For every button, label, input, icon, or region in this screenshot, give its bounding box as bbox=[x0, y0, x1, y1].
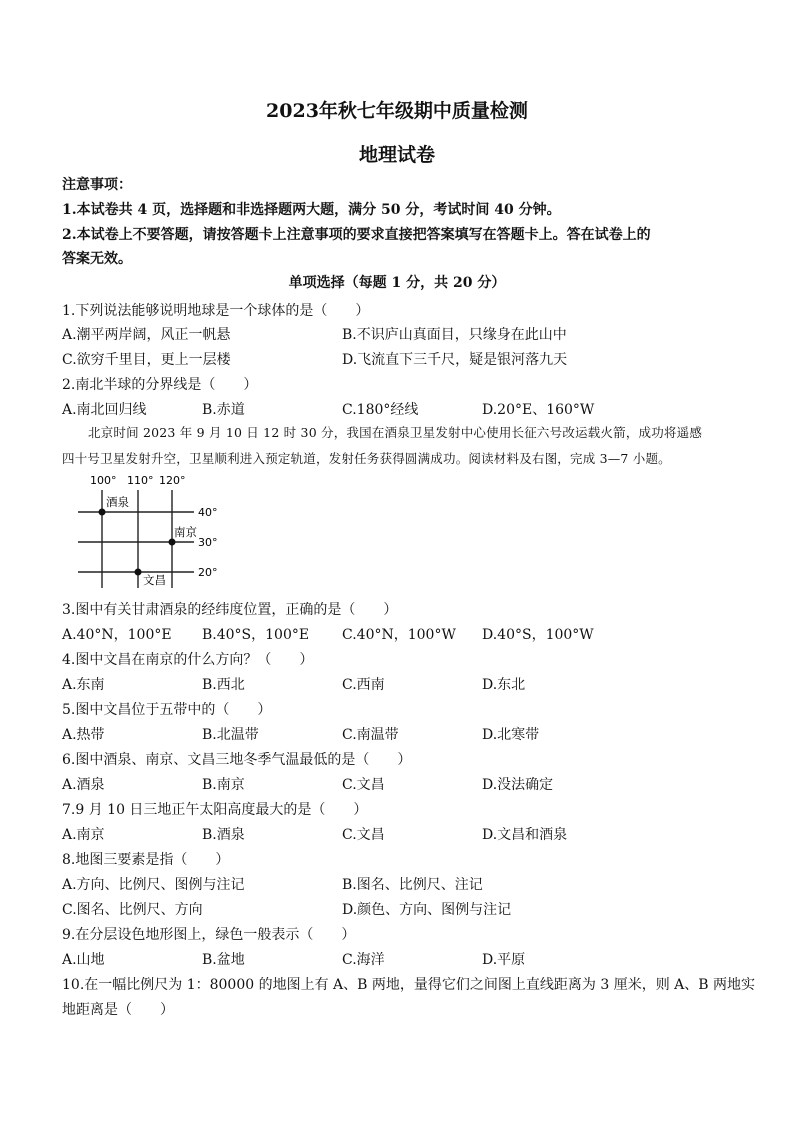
option-a: A.山地 bbox=[62, 952, 105, 968]
option-b: B.西北 bbox=[202, 677, 245, 693]
wenchang-label: 文昌 bbox=[143, 573, 166, 587]
option-b: B.赤道 bbox=[202, 402, 245, 418]
option-d: D.飞流直下三千尺，疑是银河落九天 bbox=[342, 352, 568, 368]
question-stem: 6.图中酒泉、南京、文昌三地冬季气温最低的是（ ） bbox=[62, 752, 412, 768]
option-b: B.图名、比例尺、注记 bbox=[342, 877, 483, 893]
option-a: A.酒泉 bbox=[62, 777, 105, 793]
exam-subtitle: 地理试卷 bbox=[358, 144, 435, 166]
option-a: A.南北回归线 bbox=[62, 402, 147, 418]
question-stem: 5.图中文昌位于五带中的（ ） bbox=[62, 702, 272, 718]
option-d: D.平原 bbox=[482, 952, 526, 968]
jiuquan-point bbox=[99, 509, 106, 516]
option-d: D.颜色、方向、图例与注记 bbox=[342, 902, 512, 918]
wenchang-point bbox=[135, 569, 142, 576]
lon-label-100: 100° bbox=[90, 474, 117, 487]
option-c: C.文昌 bbox=[342, 827, 385, 843]
option-c: C.文昌 bbox=[342, 777, 385, 793]
lat-label-40: 40° bbox=[198, 506, 218, 519]
option-b: B.南京 bbox=[202, 777, 245, 793]
question-stem: 8.地图三要素是指（ ） bbox=[62, 852, 230, 868]
question-stem: 2.南北半球的分界线是（ ） bbox=[62, 377, 258, 393]
jiuquan-label: 酒泉 bbox=[106, 495, 129, 509]
question-stem-line-1: 10.在一幅比例尺为 1：80000 的地图上有 A、B 两地，量得它们之间图上直线距离为 3 厘米，则 A、B 两地实 bbox=[62, 977, 756, 993]
lat-lon-grid-map bbox=[70, 470, 230, 594]
passage-line-1: 北京时间 2023 年 9 月 10 日 12 时 30 分，我国在酒泉卫星发射中心使用长征六号改运载火箭，成功将遥感 bbox=[88, 425, 703, 440]
exam-title: 2023年秋七年级期中质量检测 bbox=[266, 100, 528, 122]
question-stem: 1.下列说法能够说明地球是一个球体的是（ ） bbox=[62, 303, 370, 319]
option-d: D.北寒带 bbox=[482, 727, 540, 743]
option-b: B.不识庐山真面目，只缘身在此山中 bbox=[342, 327, 567, 343]
question-stem: 4.图中文昌在南京的什么方向？（ ） bbox=[62, 652, 314, 668]
option-b: B.盆地 bbox=[202, 952, 245, 968]
option-a: A.东南 bbox=[62, 677, 105, 693]
question-stem: 3.图中有关甘肃酒泉的经纬度位置，正确的是（ ） bbox=[62, 602, 398, 618]
option-a: A.热带 bbox=[62, 727, 105, 743]
option-c: C.海洋 bbox=[342, 952, 385, 968]
lon-label-120: 120° bbox=[159, 474, 186, 487]
option-d: D.没法确定 bbox=[482, 777, 554, 793]
notes-item-2-line-1: 2.本试卷上不要答题，请按答题卡上注意事项的要求直接把答案填写在答题卡上。答在试卷上的 bbox=[62, 227, 651, 243]
option-a: A.方向、比例尺、图例与注记 bbox=[62, 877, 245, 893]
section-title: 单项选择（每题 1 分，共 20 分） bbox=[288, 275, 506, 291]
option-a: A.潮平两岸阔，风正一帆悬 bbox=[62, 327, 231, 343]
option-d: D.东北 bbox=[482, 677, 526, 693]
option-c: C.欲穷千里目，更上一层楼 bbox=[62, 352, 231, 368]
lat-label-30: 30° bbox=[198, 536, 218, 549]
lon-label-110: 110° bbox=[127, 474, 154, 487]
option-c: C.西南 bbox=[342, 677, 385, 693]
option-c: C.图名、比例尺、方向 bbox=[62, 902, 203, 918]
option-b: B.酒泉 bbox=[202, 827, 245, 843]
notes-item-2-line-2: 答案无效。 bbox=[62, 251, 132, 267]
option-d: D.20°E、160°W bbox=[482, 402, 595, 418]
question-stem-line-2: 地距离是（ ） bbox=[62, 1002, 174, 1018]
notes-heading: 注意事项： bbox=[62, 177, 132, 193]
passage-line-2: 四十号卫星发射升空，卫星顺利进入预定轨道，发射任务获得圆满成功。阅读材料及右图，完成 3—7 小题。 bbox=[62, 451, 671, 466]
question-stem: 7.9 月 10 日三地正午太阳高度最大的是（ ） bbox=[62, 802, 368, 818]
question-stem: 9.在分层设色地形图上，绿色一般表示（ ） bbox=[62, 927, 356, 943]
option-d: D.40°S，100°W bbox=[482, 627, 594, 643]
option-c: C.40°N，100°W bbox=[342, 627, 456, 643]
option-b: B.40°S，100°E bbox=[202, 627, 310, 643]
lat-label-20: 20° bbox=[198, 566, 218, 579]
option-c: C.南温带 bbox=[342, 727, 399, 743]
option-b: B.北温带 bbox=[202, 727, 259, 743]
nanjing-point bbox=[169, 539, 176, 546]
option-a: A.40°N，100°E bbox=[62, 627, 172, 643]
option-a: A.南京 bbox=[62, 827, 105, 843]
notes-item-1: 1.本试卷共 4 页，选择题和非选择题两大题，满分 50 分，考试时间 40 分钟。 bbox=[62, 202, 561, 218]
option-c: C.180°经线 bbox=[342, 402, 419, 418]
option-d: D.文昌和酒泉 bbox=[482, 827, 568, 843]
nanjing-label: 南京 bbox=[174, 525, 197, 539]
